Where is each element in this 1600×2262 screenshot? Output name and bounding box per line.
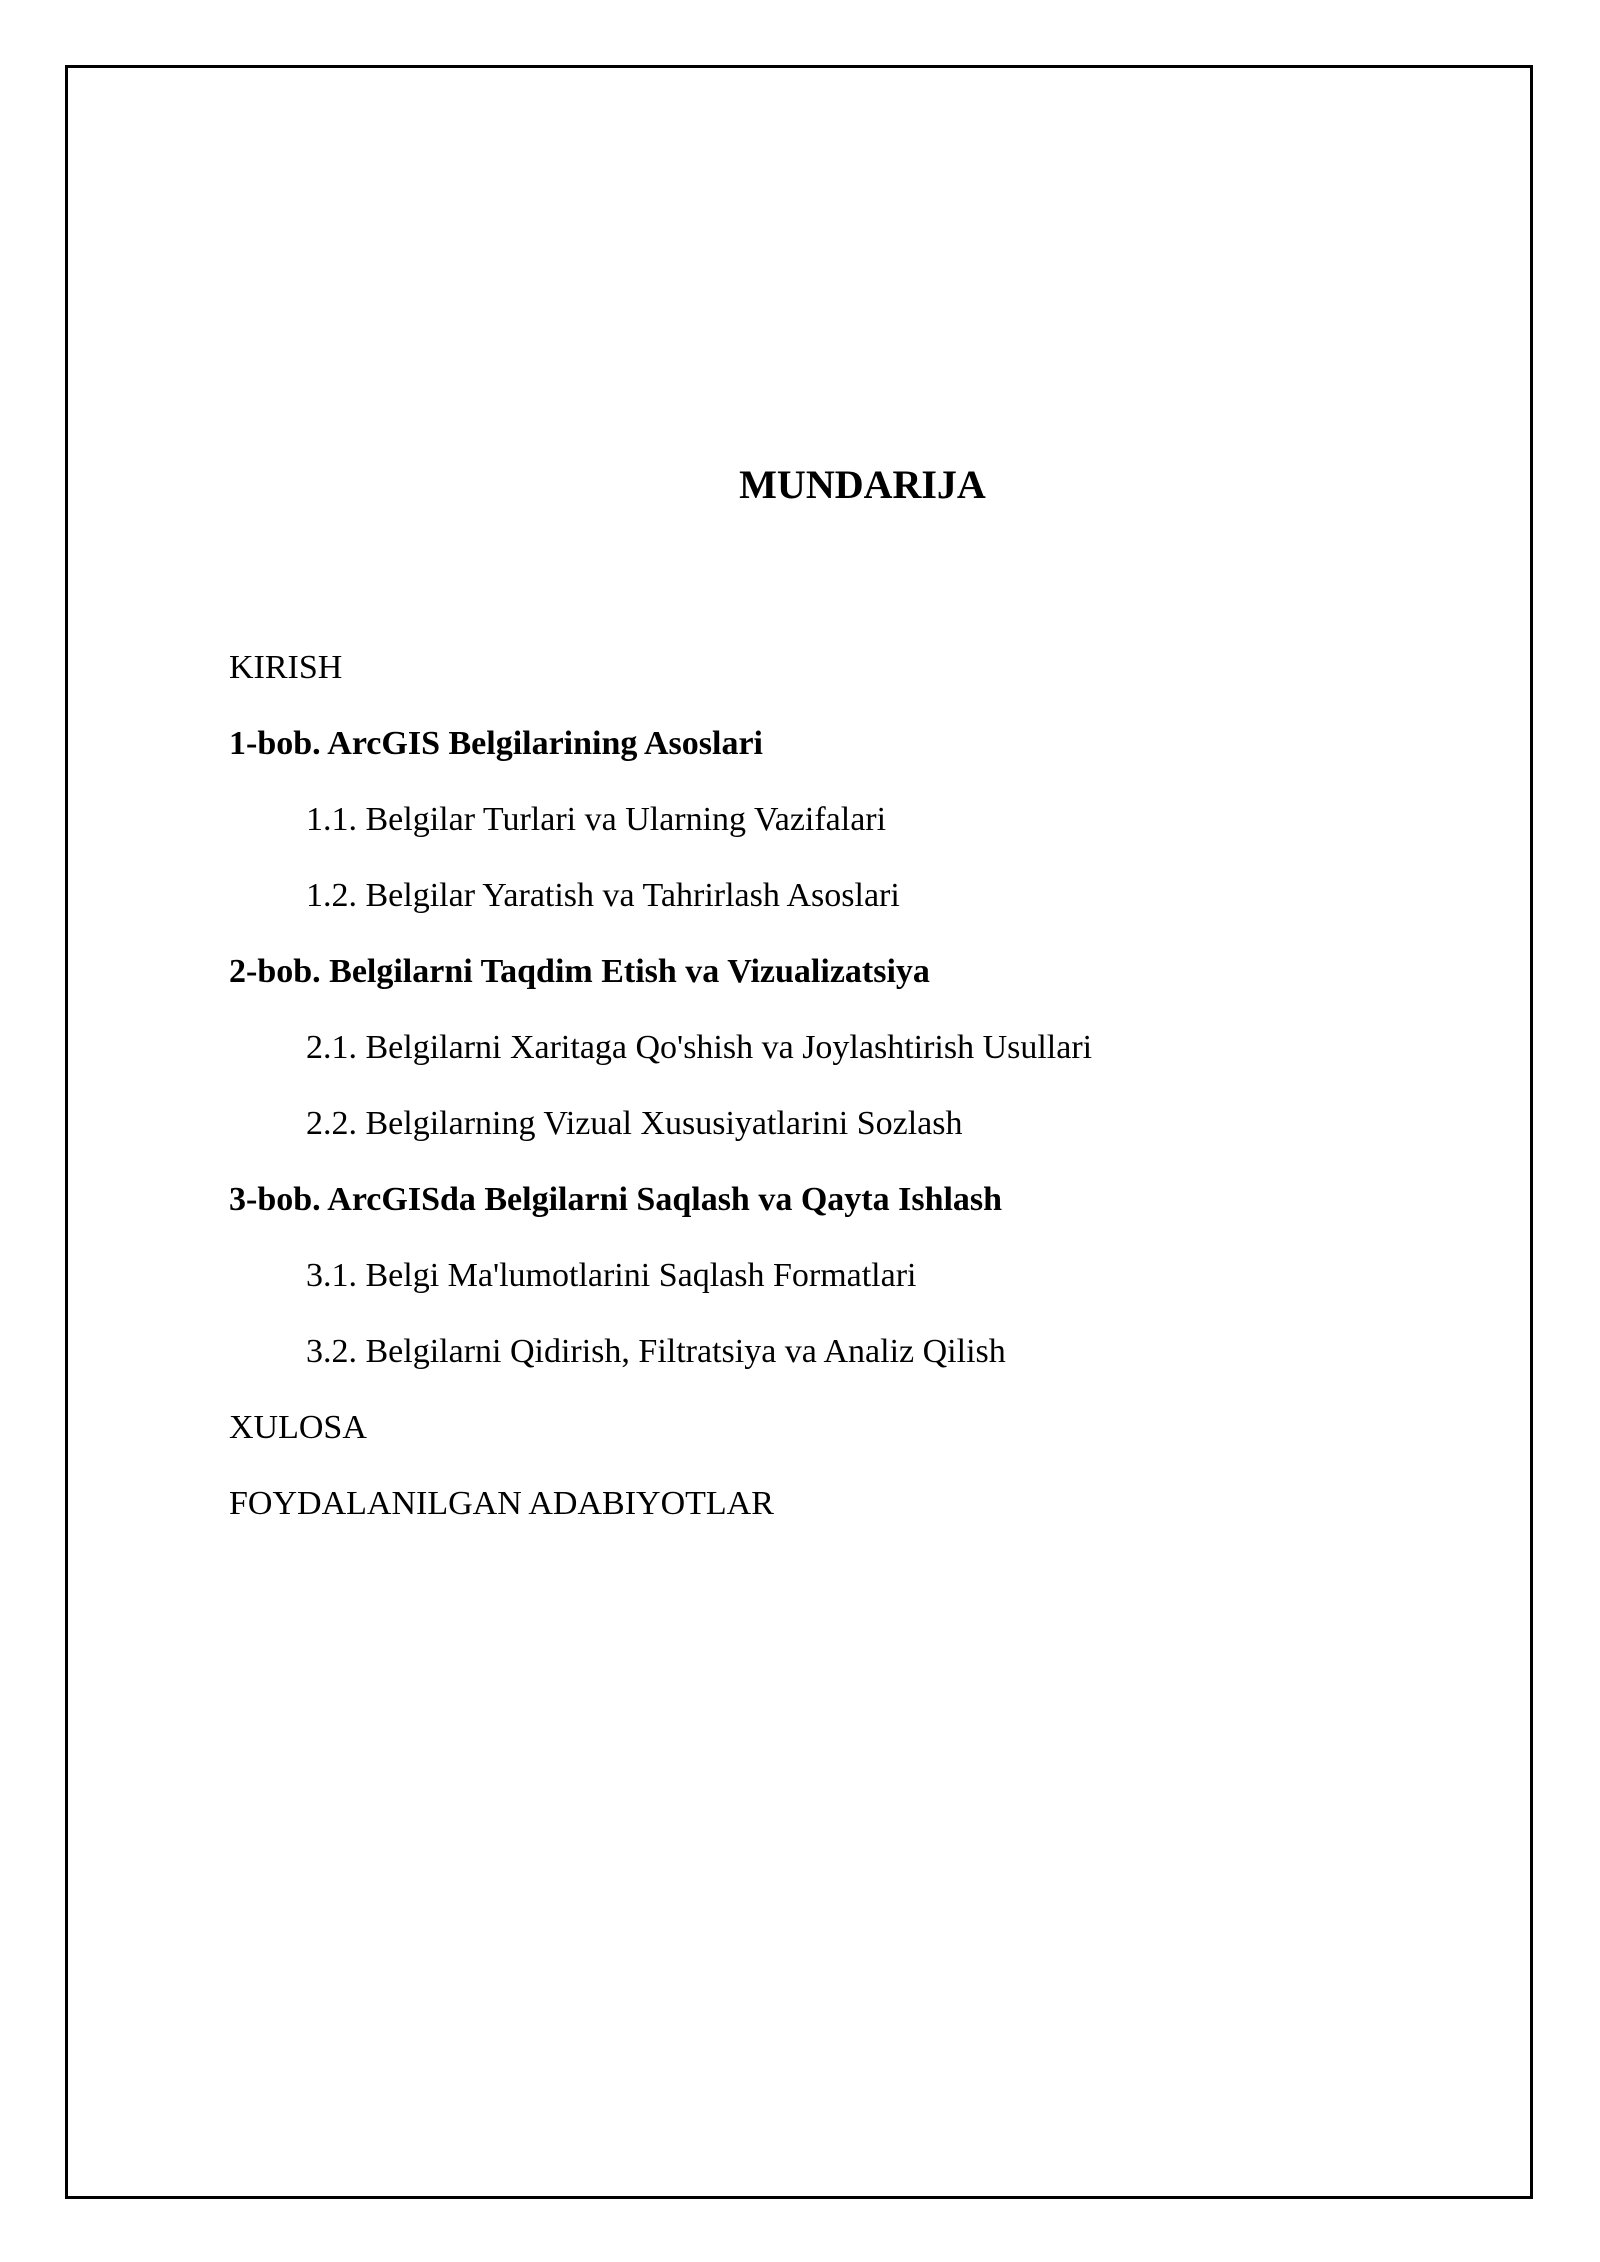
toc-subsection-3-1: 3.1. Belgi Ma'lumotlarini Saqlash Formatlari (306, 1257, 917, 1294)
page-title: MUNDARIJA (739, 462, 986, 507)
toc-subsection-2-1: 2.1. Belgilarni Xaritaga Qo'shish va Joylashtirish Usullari (306, 1029, 1093, 1066)
toc-chapter-2: 2-bob. Belgilarni Taqdim Etish va Vizualizatsiya (229, 953, 930, 990)
toc-item-references: FOYDALANILGAN ADABIYOTLAR (229, 1485, 774, 1522)
toc-subsection-3-2: 3.2. Belgilarni Qidirish, Filtratsiya va Analiz Qilish (306, 1333, 1006, 1370)
toc-item-xulosa: XULOSA (229, 1409, 367, 1446)
toc-chapter-3: 3-bob. ArcGISda Belgilarni Saqlash va Qayta Ishlash (229, 1181, 1003, 1218)
toc-subsection-1-2: 1.2. Belgilar Yaratish va Tahrirlash Asoslari (306, 877, 900, 914)
toc-subsection-2-2: 2.2. Belgilarning Vizual Xususiyatlarini Sozlash (306, 1105, 963, 1142)
toc-subsection-1-1: 1.1. Belgilar Turlari va Ularning Vazifalari (306, 801, 887, 838)
toc-chapter-1: 1-bob. ArcGIS Belgilarining Asoslari (229, 725, 764, 762)
toc-item-kirish: KIRISH (229, 649, 343, 686)
table-of-contents (229, 640, 1479, 1552)
